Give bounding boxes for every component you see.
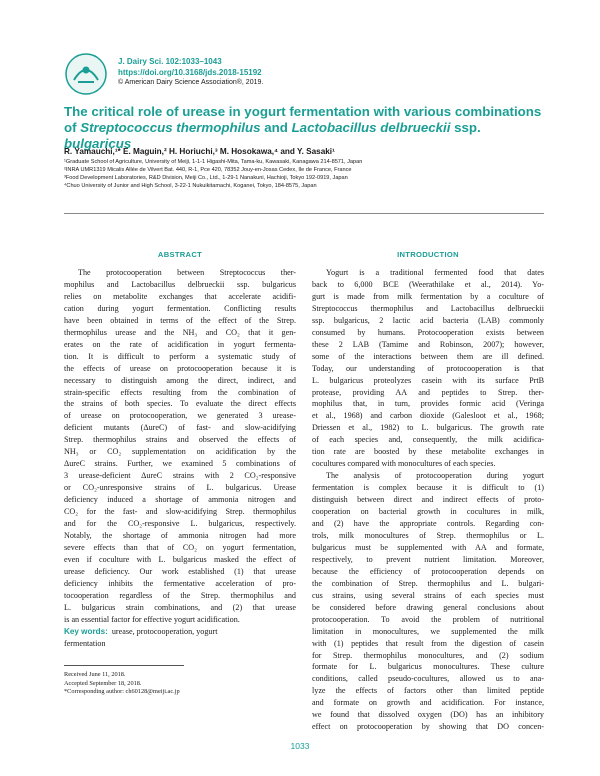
text-line: these 2 LAB (Tamime and Robinson, 2007); however,: [312, 339, 544, 349]
text-line: Today, our understanding of protocooperation is that: [312, 363, 544, 373]
journal-header: [118, 57, 263, 89]
text-line: Streptococcus thermophilus and Lactobacillus delbrueckii: [312, 303, 544, 313]
text-line: severe effects than that of CO₂ on yogurt fermentation,: [64, 542, 296, 552]
introduction-body: [312, 267, 544, 733]
accepted-date: Accepted September 18, 2018.: [64, 679, 142, 687]
text-line: limitation in monocultures, we supplemented the milk: [312, 626, 544, 636]
text-line: 3 urease-deficient ΔureC strains with 2 CO₂-responsive: [64, 471, 296, 481]
text-line: L. bulgaricus proteolyzes casein with its surface PrtB: [312, 375, 544, 385]
text-line: distinguish between direct and indirect effects of proto-: [312, 495, 544, 505]
text-line: effect on protocooperation by showing that DO concen-: [312, 722, 544, 732]
text-line: necessary to distinguish among the direct, indirect, and: [64, 375, 296, 385]
text-line: Yogurt is a traditional fermented food that dates: [326, 268, 544, 277]
text-line: have been obtained in terms of the effect of the Strep.: [64, 315, 296, 325]
affiliation-1: ¹Graduate School of Agriculture, University of Meiji, 1-1-1 Higashi-Mita, Tama-ku, Kawasaki, Kanagawa 214-8571, Japan: [64, 159, 363, 165]
text-line: we found that dissolved oxygen (DO) has an inhibitory: [312, 710, 544, 720]
text-line: erates on the rate of acidification in yogurt fermenta-: [64, 339, 296, 349]
text-line: deficient mutants (ΔureC) of fast- and slow-acidifying: [64, 423, 296, 433]
text-line: deficiency inhibits the fermentative acceleration of pro-: [64, 578, 296, 588]
footnote-divider: [64, 665, 184, 666]
affiliation-3: ³Food Development Laboratories, R&D Division, Meiji Co., Ltd., 1-29-1 Nanakuni, Hachioji, Tokyo 192-0919, Japan: [64, 174, 348, 181]
keywords-line: [64, 626, 296, 638]
text-line: is an essential factor for effective yogurt acidification.: [64, 614, 240, 624]
text-line: respectively, to prevent nutrient limitation. Moreover,: [312, 554, 544, 564]
text-line: The protocooperation between Streptococcus ther-: [78, 268, 296, 277]
text-line: or CO₂-unresponsive strains of L. bulgaricus. Urease: [64, 483, 296, 493]
keywords-line-2: fermentation: [64, 638, 106, 648]
text-line: thermophilus urease and the NH₃ and CO₂ that it gen-: [64, 327, 296, 337]
text-line: back to 6,000 BCE (Weerathilake et al., 2014). Yo-: [312, 279, 544, 289]
text-line: because the efficiency of protocooperation depends on: [312, 566, 544, 576]
text-line: cation during yogurt fermentation. Conflicting results: [64, 303, 296, 313]
text-line: gurt is made from milk fermentation by a coculture of: [312, 291, 544, 301]
text-line: some of the interactions between them are ill defined.: [312, 351, 544, 361]
introduction-heading: INTRODUCTION: [397, 250, 459, 259]
abstract-body: [64, 267, 296, 650]
text-line: Strep. thermophilus strains and observed the effects of: [64, 435, 296, 445]
text-line: tion. It is difficult to perform a systematic study of: [64, 351, 296, 361]
abstract-heading: ABSTRACT: [157, 250, 203, 259]
page-number: 1033: [290, 741, 310, 751]
text-line: strain-specific effects resulting from the combination of: [64, 387, 296, 397]
text-line: conditions, called pseudo-cocultures, allowed us to ana-: [312, 674, 544, 684]
text-line: the strains of both species. To evaluate the direct effects: [64, 399, 296, 409]
copyright-notice: © American Dairy Science Association®, 2019.: [118, 79, 264, 86]
text-line: tion rate are boosted by these metabolite exchanges in: [312, 447, 544, 457]
corresponding-author: *Corresponding author: ch60128@meiji.ac.jp: [64, 688, 180, 696]
text-line: Notably, the shortage of ammonia nitrogen had more: [64, 530, 296, 540]
footnotes: [64, 671, 180, 697]
text-line: CO₂ for the fast- and slow-acidifying Strep. thermophilus: [64, 507, 296, 517]
abstract-lines: [64, 267, 296, 626]
text-line: ΔureC strains. Further, we examined 5 combinations of: [64, 459, 296, 469]
text-line: even if coculture with L. bulgaricus masked the effect of: [64, 554, 296, 564]
text-line: L. bulgaricus strain combinations, and (2) that urease: [64, 602, 296, 612]
text-line: protease, providing AA and peptides to Strep. ther-: [312, 387, 544, 397]
text-line: with (1) peptides that result from the digestion of casein: [312, 638, 544, 648]
text-line: and formate on growth and acidification. For instance,: [312, 698, 544, 708]
doi-link[interactable]: https://doi.org/10.3168/jds.2018-15192: [118, 67, 262, 77]
keywords-text: urease, protocooperation, yogurt: [111, 626, 218, 636]
text-line: relies on metabolite exchanges that accelerate acidifi-: [64, 291, 296, 301]
text-line: for Strep. thermophilus monocultures, and (2) sodium: [312, 650, 544, 660]
text-line: mophilus and Lactobacillus delbrueckii ssp. bulgaricus: [64, 279, 296, 289]
ads-journal-logo-icon: [64, 52, 108, 96]
author-list: R. Yamauchi,¹* E. Maguin,² H. Horiuchi,³ M. Hosokawa,⁴ and Y. Sasaki¹: [64, 147, 335, 156]
text-line: the combination of Strep. thermophilus and L. bulgari-: [312, 578, 544, 588]
text-line: be considered before drawing general conclusions about: [312, 602, 544, 612]
text-line: cocultures compared with monocultures of each species.: [312, 459, 496, 469]
text-line: trols, milk monocultures of Strep. thermophilus or L.: [312, 530, 544, 540]
text-line: formate for L. bulgaricus monocultures. These culture: [312, 662, 544, 672]
text-line: deficiency induced a shortage of ammonia nitrogen and: [64, 495, 296, 505]
received-date: Received June 11, 2018.: [64, 671, 126, 678]
text-line: Driessen et al., 1982) to L. bulgaricus. The growth rate: [312, 423, 544, 433]
affiliation-2: ²INRA UMR1319 Micalis Allée de Vilvert Bat. 440, R-1, Pce 420, 78352 Jouy-en-Josas Cedex, Ile de France, France: [64, 166, 352, 173]
text-line: tocooperation regardless of the Strep. thermophilus and: [64, 590, 296, 600]
text-line: consumed by humans. Protocooperation exists between: [312, 327, 544, 337]
text-line: fermentation is complex because it is difficult to (1): [312, 483, 544, 493]
text-line: urease deficiency. Our work established (1) that urease: [64, 566, 296, 576]
text-line: cus strains, using several strains of each species must: [312, 590, 544, 600]
journal-reference: J. Dairy Sci. 102:1033–1043: [118, 57, 222, 66]
text-line: bulgaricus must be supplemented with AA and formate,: [312, 542, 544, 552]
keywords-label: Key words:: [64, 626, 108, 636]
text-line: and for the CO₂-responsive L. bulgaricus, respectively.: [64, 519, 296, 529]
text-line: cooperation on bacterial growth in cocultures in milk,: [312, 507, 544, 517]
text-line: and (2) have the appropriate controls. Regarding con-: [312, 519, 544, 529]
text-line: ssp. bulgaricus, 2 lactic acid bacteria (LAB) commonly: [312, 315, 544, 325]
text-line: et al., 1968) and carbon dioxide (Galesloot et al., 1968;: [312, 411, 544, 421]
text-line: the effects of urease on protocooperation because it is: [64, 363, 296, 373]
text-line: lyze the effects of factors other than limited peptide: [312, 686, 544, 696]
text-line: NH₃ or CO₂ supplementation on acidification by the: [64, 447, 296, 457]
text-line: mophilus that, in turn, provides formic acid (Veringa: [312, 399, 544, 409]
text-line: of each species and, consequently, the milk acidifica-: [312, 435, 544, 445]
affiliation-4: ⁴Chuo University of Junior and High School, 3-22-1 Nukuikitamachi, Koganei, Tokyo, 184-8575, Japan: [64, 182, 317, 189]
text-line: The analysis of protocooperation during yogurt: [326, 471, 544, 481]
header-divider: [64, 213, 544, 214]
text-line: protocooperation. To avoid the problem of nutritional: [312, 614, 544, 624]
introduction-lines: [312, 267, 544, 733]
affiliations: [64, 159, 362, 191]
text-line: of urease on protocooperation, we generated 3 urease-: [64, 411, 296, 421]
article-title: The critical role of urease in yogurt fermentation with various combinations of Streptococcus thermophilus and Lactobacillus delbrueckii ssp. bulgaricus: [64, 104, 542, 151]
